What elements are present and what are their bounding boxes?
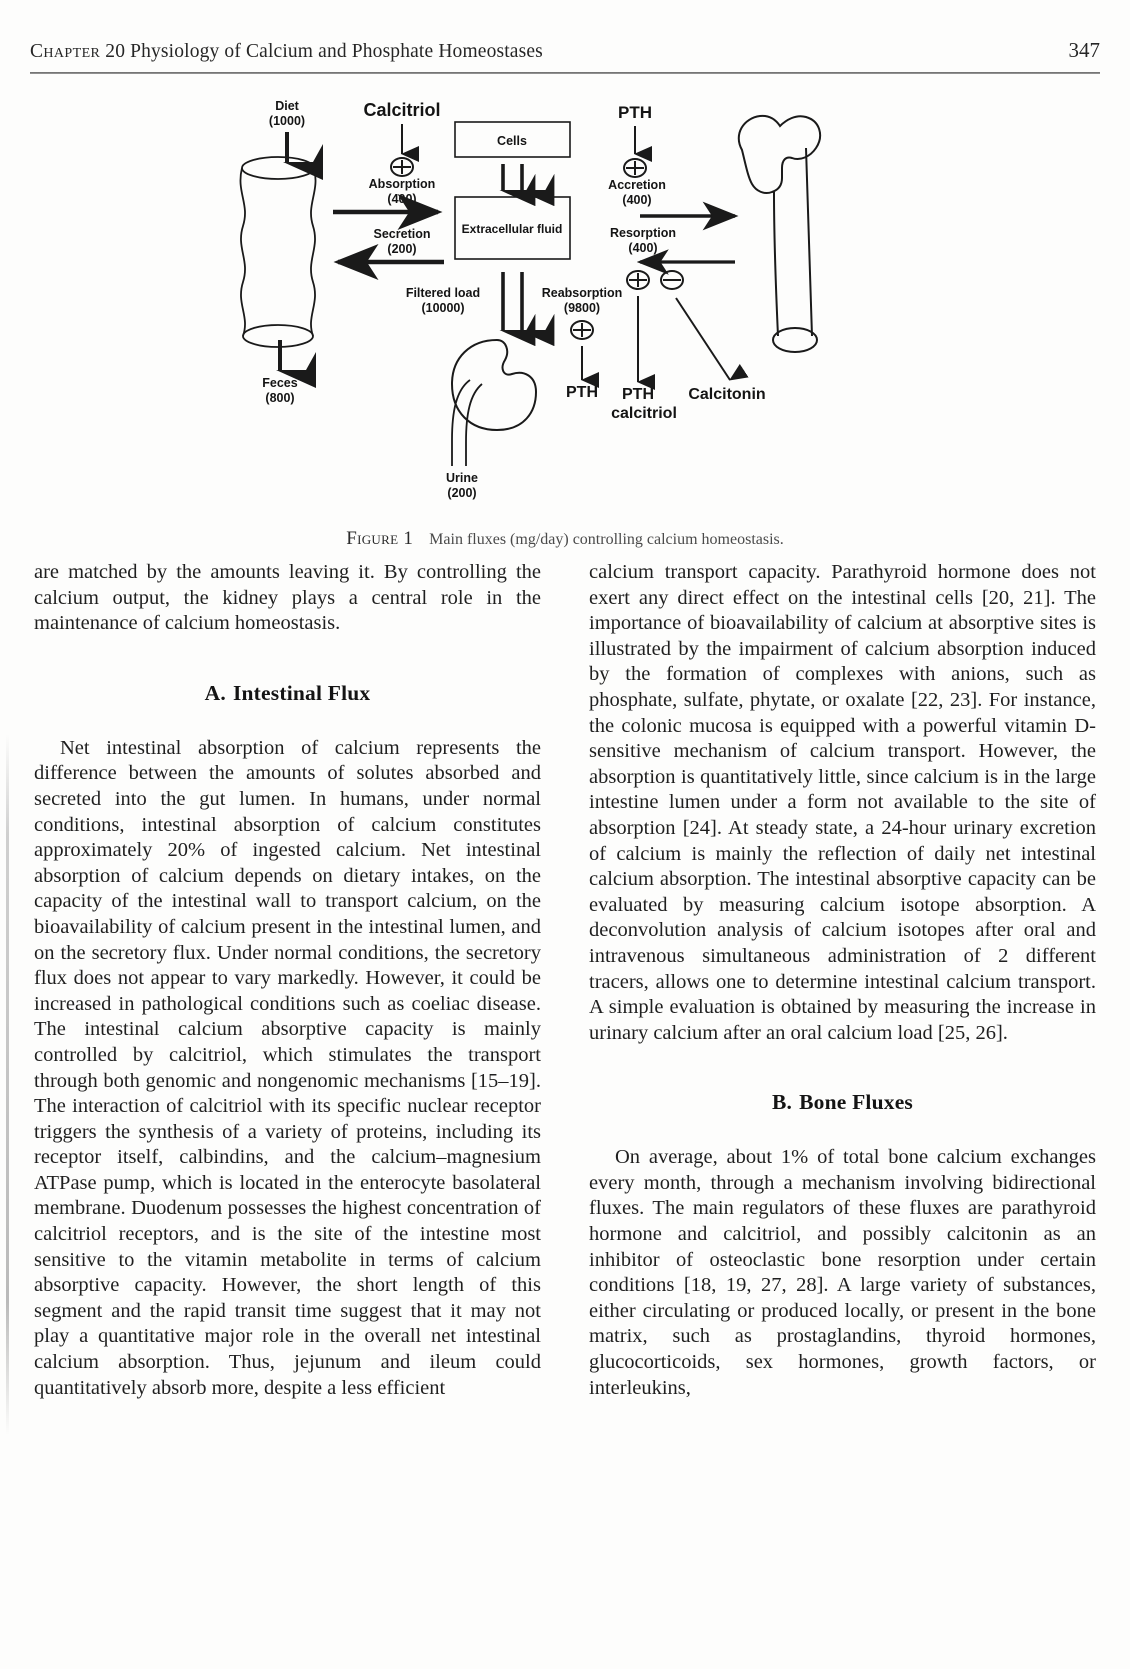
section-heading-a	[34, 681, 541, 706]
figure-label-reabsorption: Reabsorption	[541, 286, 623, 300]
plus-circle-accretion	[624, 159, 646, 177]
figure-label-secretion-value: (200)	[387, 242, 417, 256]
calcitonin-arrow	[676, 298, 730, 380]
header-rule	[30, 72, 1100, 74]
figure-label-calcitriol: Calcitriol	[363, 100, 441, 120]
running-head	[30, 38, 1100, 63]
section-a-paragraph: Net intestinal absorption of calcium represents the difference between the amounts of solutes absorbed and secreted into the gut lumen. In humans, under normal conditions, intestinal absorption of calcium constitutes approximately 20% of ingested calcium. Net intestinal absorption of calcium depends on dietary intakes, on the capacity of the intestinal wall to transport calcium, on the bioavailability of calcium present in the intestinal lumen, and on the secretory flux. Under normal conditions, the secretory flux does not appear to vary markedly. However, it could be increased in pathological conditions such as coeliac disease. The intestinal calcium absorptive capacity is mainly controlled by calcitriol, which stimulates the transport through both genomic and nongenomic mechanisms [15–19]. The interaction of calcitriol with its specific nuclear receptor triggers the synthesis of a variety of proteins, including its receptor itself, calbindins, and the calcium–magnesium ATPase pump, which is located in the enterocyte basolateral membrane. Duodenum possesses the highest concentration of calcitriol receptors, and is the site of the intestine most sensitive to the vitamin metabolite in terms of calcium absorptive capacity. However, the short length of this segment and the rapid transit time suggest that it may not play a quantitative major role in the overall net intestinal calcium absorption. Thus, jejunum and ileum could quantitatively absorb more, despite a less efficient	[34, 736, 541, 1399]
left-paragraph-continued: are matched by the amounts leaving it. By controlling the calcium output, the kidney plays a central role in the maintenance of calcium homeostasis.	[34, 561, 541, 635]
figure-label-resorption-value: (400)	[628, 241, 658, 255]
bone-distal-opening	[773, 328, 817, 352]
section-a-letter: A.	[204, 680, 226, 705]
figure-label-feces: Feces	[262, 376, 298, 390]
figure-label-urine: Urine	[446, 471, 478, 485]
figure-label-accretion: Accretion	[608, 178, 666, 192]
chapter-title: Physiology of Calcium and Phosphate Homeostases	[130, 41, 543, 62]
bone-shaft	[774, 148, 812, 336]
figure-label-diet: Diet	[275, 99, 299, 113]
gut-top-opening	[242, 157, 314, 179]
figure-label-calcitriol-bone: calcitriol	[611, 405, 677, 422]
figure-label-filtered-load: Filtered load	[405, 286, 481, 300]
chapter-number: 20	[105, 41, 126, 62]
figure-caption-text: Main fluxes (mg/day) controlling calcium homeostasis.	[429, 531, 784, 548]
figure-label-absorption-value: (400)	[387, 192, 417, 206]
figure-label-diet-value: (1000)	[268, 114, 306, 128]
figure-label-extracellular-fluid: Extracellular fluid	[461, 222, 563, 236]
figure-label-resorption: Resorption	[610, 226, 676, 240]
figure-label-reabsorption-value: (9800)	[563, 301, 601, 315]
plus-circle-resorption	[627, 271, 649, 289]
page-number: 347	[1068, 38, 1100, 62]
body-columns	[34, 560, 1096, 1401]
figure-label-calcitonin: Calcitonin	[688, 386, 766, 403]
gut-right-wall	[311, 168, 316, 336]
section-b-letter: B.	[771, 1090, 793, 1115]
figure-label-feces-value: (800)	[265, 391, 295, 405]
figure-label-cells: Cells	[497, 134, 527, 148]
figure-1	[0, 92, 1130, 500]
chapter-label: Chapter	[30, 41, 101, 62]
figure-label-pth-bone: PTH	[622, 386, 654, 403]
section-b-title: Bone Fluxes	[799, 1090, 913, 1115]
left-column	[34, 560, 541, 1401]
running-head-title	[30, 41, 543, 63]
figure-label-urine-value: (200)	[447, 486, 477, 500]
figure-caption-label: Figure 1	[346, 528, 414, 549]
section-a-title: Intestinal Flux	[232, 680, 371, 705]
calcium-flux-diagram	[0, 92, 1130, 500]
figure-label-filtered-load-value: (10000)	[421, 301, 465, 315]
figure-caption	[0, 528, 1130, 550]
gut-left-wall	[240, 168, 245, 336]
plus-circle-reabsorption	[571, 321, 593, 339]
section-b-paragraph: On average, about 1% of total bone calcium exchanges every month, through a mechanism involving bidirectional fluxes. The main regulators of these fluxes are parathyroid hormone and calcitriol, and possibly calcitonin as an inhibitor of osteoclastic bone resorption under certain conditions [18, 19, 27, 28]. A large variety of substances, either circulating or produced locally, or present in the bone matrix, such as prostaglandins, thyroid hormones, glucocorticoids, sex hormones, growth factors, or interleukins,	[589, 1146, 1096, 1399]
figure-label-pth-top: PTH	[618, 103, 652, 122]
right-column	[589, 560, 1096, 1401]
figure-label-secretion: Secretion	[373, 227, 431, 241]
figure-label-accretion-value: (400)	[622, 193, 652, 207]
plus-circle-absorption	[391, 158, 413, 176]
right-paragraph-continued: calcium transport capacity. Parathyroid hormone does not exert any direct effect on the intestinal cells [20, 21]. The importance of bioavailability of calcium at absorptive sites is illustrated by the impairment of calcium absorption induced by the formation of complexes with anions, such as phosphate, sulfate, phytate, or oxalate [22, 23]. For instance, the colonic mucosa is equipped with a powerful vitamin D-sensitive mechanism of calcium transport. However, the absorption is quantitatively little, since calcium is in the large intestine lumen under a form not available to the site of absorption [24]. At steady state, a 24-hour urinary excretion of calcium is mainly the reflection of daily net intestinal calcium absorption. The intestinal absorptive capacity can be evaluated by measuring calcium isotope absorption. A deconvolution analysis of calcium isotopes after oral and intravenous simultaneous administration of 2 different tracers, allows one to determine intestinal calcium transport. A simple evaluation is obtained by measuring the increase in urinary calcium after an oral calcium load [25, 26].	[589, 561, 1096, 1044]
figure-label-pth-kidney: PTH	[566, 384, 598, 401]
figure-label-absorption: Absorption	[368, 177, 436, 191]
minus-circle-resorption	[661, 271, 683, 289]
section-heading-b	[589, 1090, 1096, 1115]
